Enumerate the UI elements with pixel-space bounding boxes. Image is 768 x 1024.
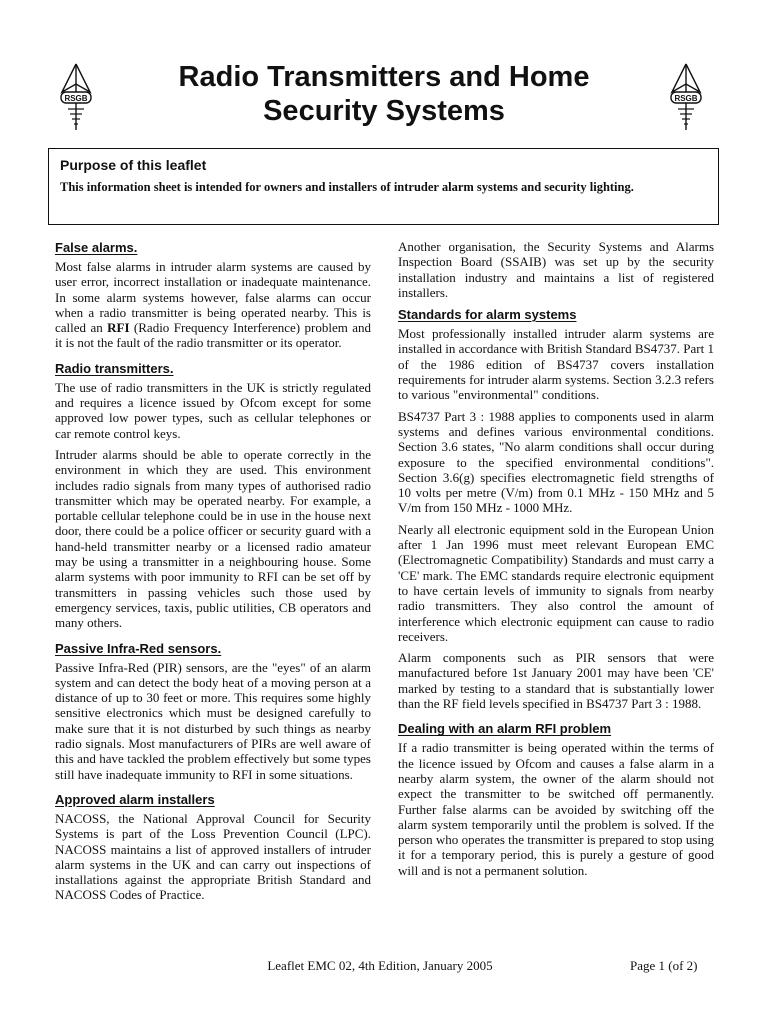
false-alarms-text: Most false alarms in intruder alarm systems are caused by user error, incorrect installation or inadequate maintenance. In some alarm systems however, false alarms can occur when a radio transmitter is being operated nearby. This is called an RFI (Radio Frequency Interference) problem and it is not the fault of the radio transmitter or its operator. bbox=[55, 259, 371, 351]
rfi-term: RFI bbox=[107, 320, 130, 336]
radio-transmitters-p2: Intruder alarms should be able to operate correctly in the environment in which they are used. This environment includes radio signals from many types of authorised radio transmitter which may be operated nearby. For example, a portable cellular telephone could be in use in the house next door, there could be a police officer or security guard with a hand-held transmitter nearby or a licensed radio amateur may be using a transmitter in a neighbouring house. Some alarm systems with poor immunity to RFI can be set off by transmitters in passing vehicles such those used by emergency services, taxis, public utilities, CB operators and many others. bbox=[55, 446, 371, 631]
purpose-box bbox=[48, 148, 719, 225]
title-line-1: Radio Transmitters and Home bbox=[178, 61, 590, 93]
heading-approved-installers: Approved alarm installers bbox=[55, 791, 215, 807]
rsgb-emblem-icon bbox=[58, 62, 94, 132]
footer-page-number: Page 1 (of 2) bbox=[630, 958, 698, 973]
purpose-text: This information sheet is intended for owners and installers of intruder alarm systems and security lighting. bbox=[60, 180, 634, 194]
dealing-text: If a radio transmitter is being operated within the terms of the licence issued by Ofcom and causes a false alarm in a nearby alarm system, the owner of the alarm should not expect the transmitter to be switched off permanently. Further false alarms can be avoided by switching off the alarm system temporarily until the problem is solved. If the person who operates the transmitter is prepared to stop using it for a temporary period, this is purely a gesture of good will and is not a permanent solution. bbox=[398, 740, 714, 878]
rsgb-emblem-icon bbox=[668, 62, 704, 132]
radio-transmitters-p1: The use of radio transmitters in the UK is strictly regulated and requires a licence issued by Ofcom except for some approved low power types, such as cellular telephones or car remote control keys. bbox=[55, 379, 371, 441]
heading-radio-transmitters: Radio transmitters. bbox=[55, 360, 174, 376]
heading-false-alarms: False alarms. bbox=[55, 240, 138, 255]
heading-dealing-rfi: Dealing with an alarm RFI problem bbox=[398, 721, 612, 737]
rsgb-logo-left bbox=[58, 62, 94, 132]
heading-pir-sensors: Passive Infra-Red sensors. bbox=[55, 640, 222, 656]
svg-text:RSGB: RSGB bbox=[64, 94, 88, 103]
standards-p2: BS4737 Part 3 : 1988 applies to components used in alarm systems and defines various environmental conditions. Section 3.6 states, "No alarm conditions shall occur during exposure to the specified environmental conditions". Section 3.6(g) specifies electromagnetic field strengths of 10 volts per metre (V/m) from 0.1 MHz - 150 MHz and 5 V/m from 150 MHz - 1000 MHz. bbox=[398, 408, 714, 516]
right-column bbox=[398, 239, 714, 884]
standards-p3: Nearly all electronic equipment sold in the European Union after 1 Jan 1996 must meet relevant European EMC (Electromagnetic Compatibility) Standards and must carry a 'CE' mark. The EMC standards require electronic equipment to have certain levels of immunity to signals from nearby radio transmitters. They also control the amount of interference which electronic equipment can cause to radio receivers. bbox=[398, 521, 714, 644]
footer-edition: Leaflet EMC 02, 4th Edition, January 2005 bbox=[267, 958, 493, 973]
heading-standards: Standards for alarm systems bbox=[398, 307, 577, 323]
standards-p4: Alarm components such as PIR sensors that were manufactured before 1st January 2001 may have been 'CE' marked by testing to a standard that is substantially lower than the RF field levels specified in BS4737 Part 3 : 1988. bbox=[398, 650, 714, 712]
left-column bbox=[55, 239, 371, 909]
standards-p1: Most professionally installed intruder alarm systems are installed in accordance with British Standard BS4737. Part 1 of the 1986 edition of BS4737 covers installation requirements for intruder alarm systems. Section 3.2.3 refers to various "environmental" conditions. bbox=[398, 326, 714, 403]
pir-text: Passive Infra-Red (PIR) sensors, are the "eyes" of an alarm system and can detect the body heat of a moving person at a distance of up to 30 feet or more. This requires some highly sensitive electronics which must be designed carefully to make sure that it is not disturbed by such things as nearby radio signals. Most manufacturers of PIRs are well aware of this and have tackled the problem effectively but some types still have inadequate immunity to RFI in some situations. bbox=[55, 659, 371, 782]
title-line-2: Security Systems bbox=[263, 95, 505, 127]
svg-text:RSGB: RSGB bbox=[674, 94, 698, 103]
rsgb-logo-right bbox=[668, 62, 704, 132]
page-title bbox=[110, 60, 658, 128]
ssaib-intro: Another organisation, the Security Systems and Alarms Inspection Board (SSAIB) was set up by the security installation industry and maintains a list of registered installers. bbox=[398, 239, 714, 300]
purpose-heading: Purpose of this leaflet bbox=[60, 157, 207, 173]
installers-text: NACOSS, the National Approval Council for Security Systems is part of the Loss Prevention Council (LPC). NACOSS maintains a list of approved installers of intruder alarm systems in the UK and can carry out inspections of installations against the appropriate British Standard and NACOSS Codes of Practice. bbox=[55, 810, 371, 903]
